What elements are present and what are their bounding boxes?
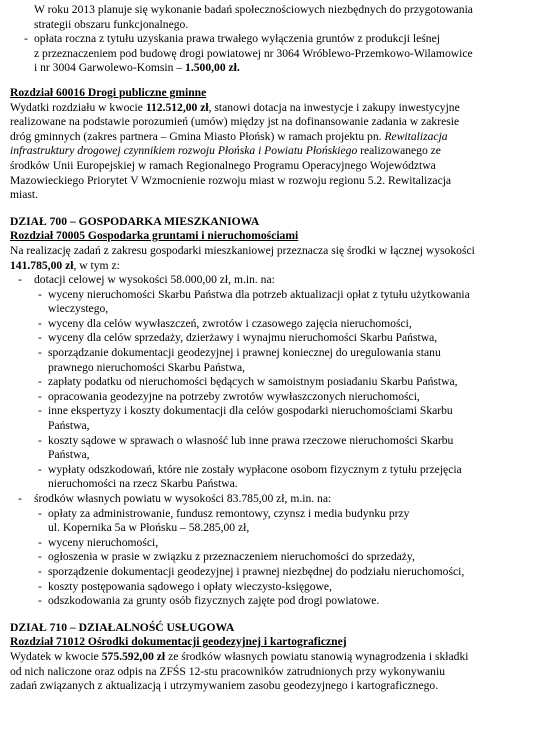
list-item-continuation: nieruchomości na rzecz Skarbu Państwa.	[48, 477, 238, 491]
section-60016-body	[10, 101, 525, 203]
list-item: - opłaty za administrowanie, fundusz remontowy, czynsz i media budynku przy ul. Kopernika 5a w Płońsku – 58.285,00 zł,	[38, 506, 410, 535]
section-60016-heading: Rozdział 60016 Drogi publiczne gminne	[10, 85, 207, 99]
list-item: - koszty postępowania sądowego i opłaty wieczysto-księgowe,	[38, 579, 332, 593]
dzial-710-title: DZIAŁ 710 – DZIAŁALNOŚĆ USŁUGOWA	[10, 620, 235, 634]
wlasne-item: - środków własnych powiatu w wysokości 83.785,00 zł, m.in. na:	[18, 492, 332, 505]
list-item-text: ogłoszenia w prasie w związku z przeznaczeniem nieruchomości do sprzedaży,	[48, 550, 415, 564]
list-item-text: opłaty za administrowanie, fundusz remontowy, czynsz i media budynku przy	[48, 506, 410, 520]
list-item: - sporządzenie dokumentacji geodezyjnej i prawnej niezbędnej do podziału nieruchomości,	[38, 564, 465, 578]
list-item: - ogłoszenia w prasie w związku z przeznaczeniem nieruchomości do sprzedaży,	[38, 550, 415, 564]
list-item-continuation: prawnego nieruchomości Skarbu Państwa,	[48, 360, 246, 374]
list-item-text: wypłaty odszkodowań, które nie zostały wypłacone osobom fizycznym z tytułu przejęcia	[48, 462, 462, 476]
s60016-text-2: realizowane na podstawie porozumień (umów) między jst na dofinansowanie zadania w zakresie	[10, 115, 460, 129]
fee-line-2: z przeznaczeniem pod budowę drogi powiatowej nr 3064 Wróblewo-Przemkowo-Wilamowice	[34, 46, 473, 60]
fee-amount: 1.500,00 zł.	[185, 61, 240, 75]
s60016-text-4: realizowanego ze	[360, 144, 441, 158]
d710-text-2: od nich naliczone oraz odpis na ZFŚS 12-stu pracowników zatrudnionych przy wykonywaniu	[10, 664, 445, 678]
d710-text-1b: ze środków własnych powiatu stanowią wynagrodzenia i składki	[168, 649, 469, 663]
s60016-project-title-2: infrastruktury drogowej czynnikiem rozwoju Płońska i Powiatu Płońskiego	[10, 144, 358, 158]
list-item-continuation: wieczystego,	[48, 302, 109, 316]
list-item: - wyceny dla celów sprzedaży, dzierżawy i wynajmu nieruchomości Skarbu Państwa,	[38, 331, 438, 345]
dotacje-item: - dotacji celowej w wysokości 58.000,00 zł, m.in. na:	[18, 273, 275, 287]
dotacje-sublist	[10, 288, 525, 492]
d710-text-1: Wydatek w kwocie	[10, 649, 99, 663]
list-item-text: wyceny dla celów wywłaszczeń, zwrotów i czasowego zajęcia nieruchomości,	[48, 316, 412, 330]
list-item-text: sporządzanie dokumentacji geodezyjnej i prawnej koniecznej do uregulowania stanu	[48, 346, 441, 360]
dzial-710-body	[10, 650, 525, 694]
s60016-amount: 112.512,00 zł	[145, 100, 209, 114]
list-item: - wyceny nieruchomości,	[38, 535, 159, 549]
list-item: - sporządzanie dokumentacji geodezyjnej i prawnej koniecznej do uregulowania stanu prawnego nieruchomości Skarbu Państwa,	[38, 346, 441, 374]
section-70005-heading: Rozdział 70005 Gospodarka gruntami i nieruchomościami	[10, 229, 299, 243]
list-item-text: odszkodowania za grunty osób fizycznych zajęte pod drogi powiatowe.	[48, 594, 380, 608]
d710-text-3: zadań związanych z aktualizacją i utrzymywaniem zasobu geodezyjnego i kartograficznego.	[10, 679, 439, 693]
d700-text-2: , w tym z:	[73, 258, 120, 272]
list-item-continuation: ul. Kopernika 5a w Płońsku – 58.285,00 zł,	[48, 521, 250, 535]
list-item: - opracowania geodezyjne na potrzeby zwrotów wywłaszczonych nieruchomości,	[38, 389, 420, 403]
wlasne-text: środków własnych powiatu w wysokości 83.785,00 zł, m.in. na:	[34, 492, 332, 505]
d700-text-1: Na realizację zadań z zakresu gospodarki mieszkaniowej przeznacza się środki w łącznej wysokości	[10, 243, 475, 257]
list-item: - wyceny dla celów wywłaszczeń, zwrotów i czasowego zajęcia nieruchomości,	[38, 316, 412, 330]
section-71012-heading: Rozdział 71012 Ośrodki dokumentacji geodezyjnej i kartograficznej	[10, 635, 347, 649]
list-item: - koszty sądowe w sprawach o własność lub inne prawa rzeczowe nieruchomości Skarbu Państwa,	[38, 433, 454, 462]
list-item-text: inne ekspertyzy i koszty dokumentacji dla celów gospodarki nieruchomościami Skarbu	[48, 404, 453, 418]
d710-amount: 575.592,00 zł	[101, 649, 166, 663]
list-item-text: wyceny nieruchomości,	[48, 535, 159, 549]
fee-line-3: i nr 3004 Garwolewo-Komsin –	[34, 61, 183, 75]
list-item-text: sporządzenie dokumentacji geodezyjnej i prawnej niezbędnej do podziału nieruchomości,	[48, 564, 465, 578]
fee-list-item: - opłata roczna z tytułu uzyskania prawa trwałego wyłączenia gruntów z produkcji leśnej z przeznaczeniem pod budowę drogi powiatowej nr 3064 Wróblewo-Przemkowo-Wilamowice i nr 3004 Garwolewo-Komsin – 1.500,00 zł.	[24, 32, 473, 75]
list-item: - odszkodowania za grunty osób fizycznych zajęte pod drogi powiatowe.	[38, 594, 380, 608]
list-item-continuation: Państwa,	[48, 448, 90, 462]
list-item: - wyceny nieruchomości Skarbu Państwa dla potrzeb aktualizacji opłat z tytułu użytkowania wieczystego,	[38, 287, 470, 316]
intro-line-1: W roku 2013 planuje się wykonanie badań społecznościowych niezbędnych do przygotowania	[34, 3, 473, 16]
wlasne-sublist	[10, 507, 525, 609]
s60016-text-7: miast.	[10, 188, 39, 202]
list-item: - inne ekspertyzy i koszty dokumentacji dla celów gospodarki nieruchomościami Skarbu Państwa,	[38, 404, 453, 433]
list-item-text: wyceny dla celów sprzedaży, dzierżawy i wynajmu nieruchomości Skarbu Państwa,	[48, 331, 438, 345]
list-item-text: koszty postępowania sądowego i opłaty wieczysto-księgowe,	[48, 579, 332, 593]
dotacje-text: dotacji celowej w wysokości 58.000,00 zł, m.in. na:	[34, 273, 275, 287]
fee-line-1: opłata roczna z tytułu uzyskania prawa trwałego wyłączenia gruntów z produkcji leśnej	[34, 32, 440, 46]
list-item-text: opracowania geodezyjne na potrzeby zwrotów wywłaszczonych nieruchomości,	[48, 389, 420, 403]
list-item: - wypłaty odszkodowań, które nie zostały wypłacone osobom fizycznym z tytułu przejęcia nieruchomości na rzecz Skarbu Państwa.	[38, 462, 462, 491]
intro-paragraph	[10, 3, 525, 32]
s60016-text-5: środków Unii Europejskiej w ramach Regionalnego Programu Operacyjnego Województwa	[10, 158, 436, 172]
list-item-continuation: Państwa,	[48, 419, 90, 433]
d700-amount: 141.785,00 zł	[10, 258, 74, 272]
s60016-project-title-1: Rewitalizacja	[384, 129, 448, 143]
list-item-text: koszty sądowe w sprawach o własność lub inne prawa rzeczowe nieruchomości Skarbu	[48, 433, 454, 447]
dzial-700-title: DZIAŁ 700 – GOSPODARKA MIESZKANIOWA	[10, 214, 260, 228]
s60016-text-1: Wydatki rozdziału w kwocie	[10, 100, 143, 114]
intro-line-2: strategii obszaru funkcjonalnego.	[34, 17, 189, 31]
list-item-text: wyceny nieruchomości Skarbu Państwa dla potrzeb aktualizacji opłat z tytułu użytkowania	[48, 287, 470, 301]
dzial-700-intro	[10, 244, 525, 273]
s60016-text-1b: , stanowi dotacja na inwestycje i zakupy inwestycyjne	[208, 100, 460, 114]
s60016-text-6: Mazowieckiego Priorytet V Wzmocnienie rozwoju miast w rozwoju regionu 5.2. Rewitalizacja	[10, 173, 452, 187]
list-item-text: zapłaty podatku od nieruchomości będących w samoistnym posiadaniu Skarbu Państwa,	[48, 375, 458, 389]
s60016-text-3: dróg gminnych (zakres partnera – Gmina Miasto Płońsk) w ramach projektu pn.	[10, 129, 382, 143]
list-item: - zapłaty podatku od nieruchomości będących w samoistnym posiadaniu Skarbu Państwa,	[38, 375, 458, 389]
